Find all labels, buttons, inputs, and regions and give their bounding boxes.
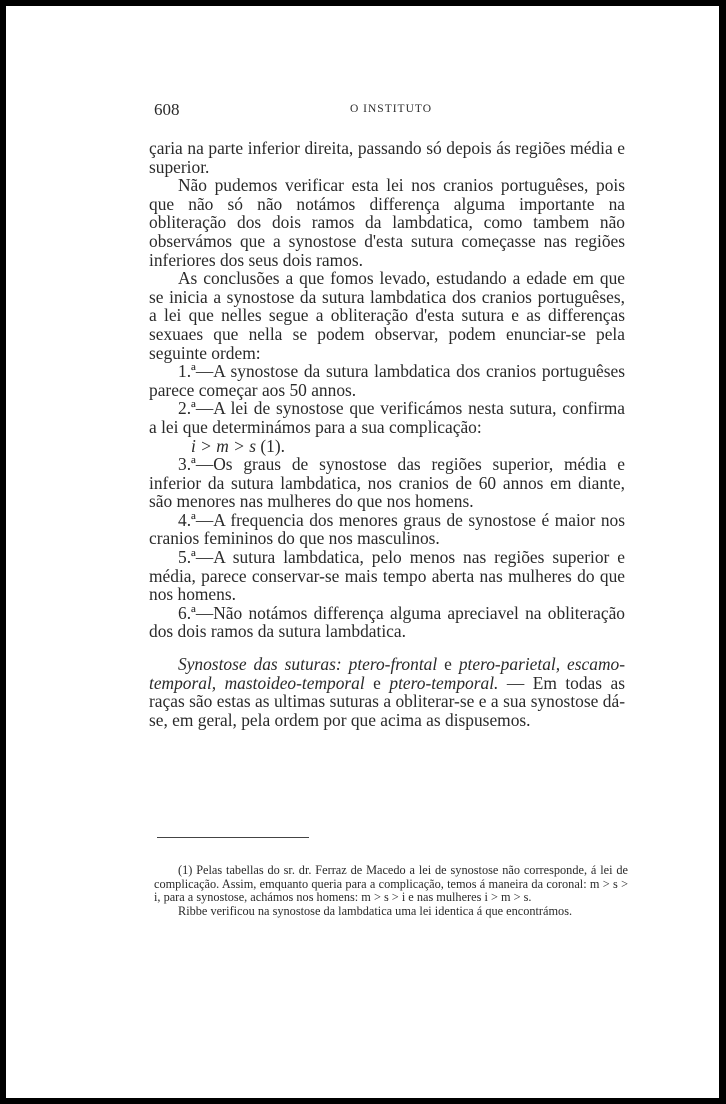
formula-note-ref: (1). [260,435,286,456]
formula [149,437,625,456]
italic-lead: Synostose das suturas: ptero-frontal [178,654,438,675]
running-title: O INSTITUTO [349,103,433,115]
footnotes [154,864,628,918]
footnote: (1) Pelas tabellas do sr. dr. Ferraz de Macedo a lei de synostose não corresponde, á lei de complicação. Assim, emquanto queria para a complicação, temos á maneira da coronal: m > s > i, para a synostose, achámos nos homens: m > s > i e nas mulheres i > m > s. [154,863,628,905]
conclusion-item: 6.ª—Não notámos differença alguma apreciavel na obliteração dos dois ramos da sutura lambdatica. [149,602,625,642]
paragraph: çaria na parte inferior direita, passando só depois ás regiões média e superior. [149,138,625,177]
formula-expression: i > m > s [191,435,257,456]
connector: e [364,672,390,693]
paragraph: Não pudemos verificar esta lei nos cranios portuguêses, pois que não só não notámos differença alguma importante na obliteração dos dois ramos da lambdatica, como tambem não observámos que a synostose d'esta sutura começasse nas regiões inferiores dos seus dois ramos. [149,175,625,270]
final-text: — Em todas as raças são estas as ultimas suturas a obliterar-se e a sua synostose dá-se, em geral, pela ordem por que acima as dispusemos. [149,672,625,730]
page-header [154,100,628,122]
page-number: 608 [154,100,180,119]
conclusion-item: 2.ª—A lei de synostose que verificámos nesta sutura, confirma a lei que determinámos para a sua complicação: [149,398,625,437]
conclusion-item: 5.ª—A sutura lambdatica, pelo menos nas regiões superior e média, parece conservar-se mais tempo aberta nas mulheres do que nos homens. [149,547,625,605]
conclusion-item: 4.ª—A frequencia dos menores graus de synostose é maior nos cranios femininos do que nos masculinos. [149,509,625,549]
body-text [149,139,625,729]
footnote-rule [157,837,309,838]
section-gap [149,641,625,655]
italic-sutures: ptero-parietal, escamo-temporal, mastoideo-temporal [149,654,625,693]
footnote: Ribbe verificou na synostose da lambdatica uma lei identica á que encontrámos. [178,903,573,918]
conclusion-item: 3.ª—Os graus de synostose das regiões superior, média e inferior da sutura lambdatica, nos cranios de 60 annos em diante, são menores nas mulheres do que nos homens. [149,454,625,512]
final-paragraph [149,655,625,729]
paragraph: As conclusões a que fomos levado, estudando a edade em que se inicia a synostose da sutura lambdatica dos cranios portuguêses, a lei que nelles segue a obliteração d'esta sutura e as differenças sexuaes que nella se podem observar, podem enunciar-se pela seguinte ordem: [149,268,625,363]
conclusion-item: 1.ª—A synostose da sutura lambdatica dos cranios portuguêses parece começar aos 50 annos. [149,361,625,400]
connector: e [437,654,459,675]
italic-sutures: ptero-temporal. [389,672,499,693]
page [6,6,719,1098]
